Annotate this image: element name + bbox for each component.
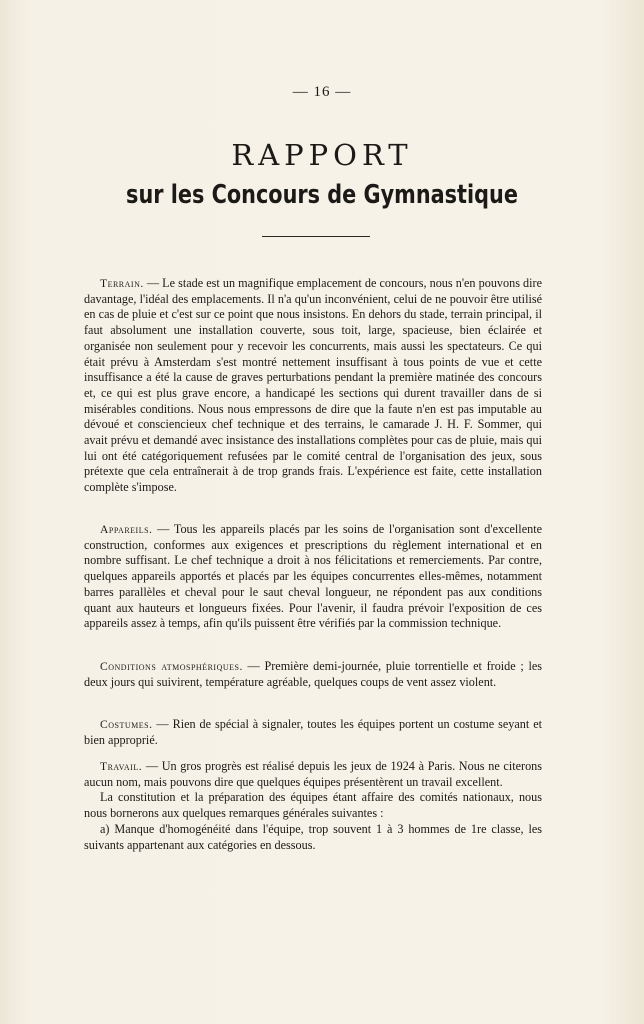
paragraph-travail xyxy=(84,759,542,790)
text-costumes: — Rien de spécial à signaler, toutes les équipes portent un costume seyant et bien approprié. xyxy=(84,717,542,747)
heading-costumes: Costumes. xyxy=(100,718,153,731)
page-number: — 16 — xyxy=(292,84,352,100)
paragraph-travail-2: La constitution et la préparation des équipes étant affaire des comités nationaux, nous nous bornerons aux quelques remarques générales suivantes : xyxy=(84,790,542,821)
title-line-1: RAPPORT xyxy=(231,138,413,172)
title-divider xyxy=(262,236,370,237)
section-travail xyxy=(84,759,542,853)
heading-terrain: Terrain. xyxy=(100,277,144,290)
paragraph-conditions xyxy=(84,659,542,690)
text-travail: — Un gros progrès est réalisé depuis les jeux de 1924 à Paris. Nous ne citerons aucun nom, mais pouvons dire que quelques équipes présentèrent un travail excellent. xyxy=(84,759,542,789)
paragraph-appareils xyxy=(84,522,542,632)
text-conditions: — Première demi-journée, pluie torrentielle et froide ; les deux jours qui suivirent, température agréable, quelques coups de vent assez violent. xyxy=(84,659,542,689)
section-terrain xyxy=(84,276,542,496)
heading-travail: Travail. xyxy=(100,760,143,773)
section-costumes xyxy=(84,717,542,748)
section-conditions xyxy=(84,659,542,690)
text-terrain: — Le stade est un magnifique emplacement de concours, nous n'en pouvons dire davantage, l'idéal des emplacements. Il n'a qu'un inconvénient, celui de ne pouvoir être utilisé en cas de pluie et c'est sur ce point que nous insistons. En dehors du stade, terrain principal, il faut absolument une installation couverte, sous toit, large, spacieuse, bien éclairée et organisée non seulement pour y recevoir les concurrents, mais aussi les spectateurs. Ce qui était prévu à Amsterdam s'est montré nettement insuffisant à tous points de vue et cette insuffisance a été la cause de graves perturbations pendant la première matinée des concours et, ce qui est plus grave encore, a handicapé les sections qui durent travailler dans de si misérables conditions. Nous nous empressons de dire que la faute n'en est pas imputable au dévoué et consciencieux chef technique et des terrains, le camarade J. H. F. Sommer, qui avait prévu et demandé avec insistance des installations complètes pour cas de pluie, mais qui lui ont été catégoriquement refusées par le comité central de l'organisation des jeux, sous prétexte que cela entraînerait à de trop grands frais. L'expérience est faite, cette installation complète s'impose. xyxy=(84,276,542,495)
paragraph-costumes xyxy=(84,717,542,748)
title-line-2: sur les Concours de Gymnastique xyxy=(126,180,518,210)
section-appareils xyxy=(84,522,542,632)
heading-appareils: Appareils. xyxy=(100,523,153,536)
paragraph-terrain xyxy=(84,276,542,496)
list-item-a: a) Manque d'homogénéité dans l'équipe, trop souvent 1 à 3 hommes de 1re classe, les suivants appartenant aux catégories en dessous. xyxy=(84,821,542,852)
text-appareils: — Tous les appareils placés par les soins de l'organisation sont d'excellente construction, conformes aux exigences et prescriptions du règlement international et en nombre suffisant. Le chef technique a droit à nos félicitations et remerciements. Par contre, quelques appareils apportés et placés par les équipes concurrentes elles-mêmes, notamment barres parallèles et cheval pour le saut cheval longueur, ne répondent pas aux conditions quant aux hauteurs et longueurs fixées. Pour l'avenir, il faudra prévoir l'exposition de ces appareils assez à temps, afin qu'ils puissent être vérifiés par la commission technique. xyxy=(84,522,542,631)
heading-conditions: Conditions atmosphériques. xyxy=(100,660,243,673)
